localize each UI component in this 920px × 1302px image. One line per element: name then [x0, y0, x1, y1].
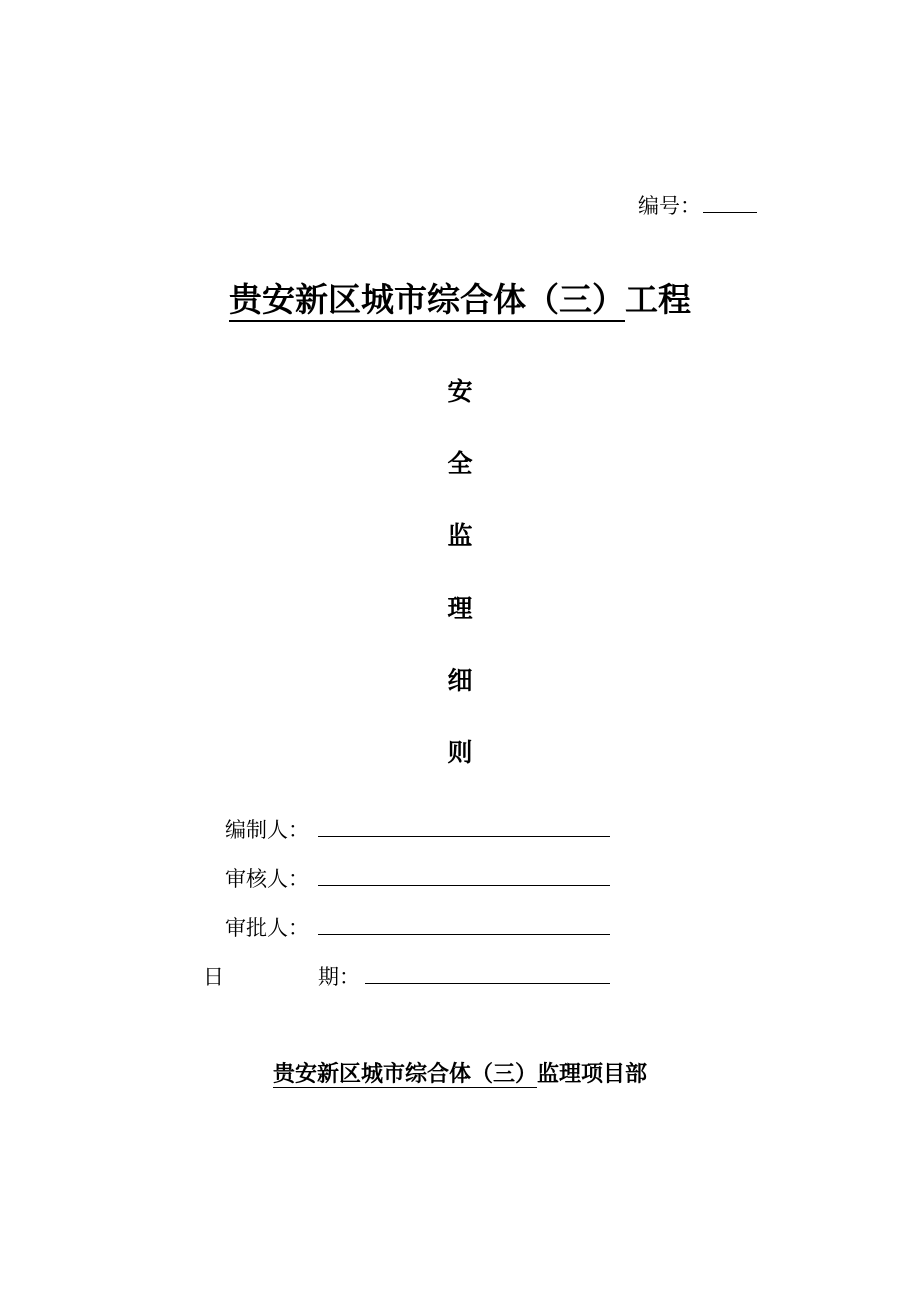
- reviewer-label: 审核人：: [225, 867, 309, 891]
- date-field[interactable]: [365, 983, 610, 984]
- document-number-blank[interactable]: [703, 194, 757, 213]
- document-number: [638, 190, 757, 220]
- vertical-title-char: 监: [447, 521, 473, 550]
- footer-organization: [0, 1057, 920, 1088]
- footer-project: 贵安新区城市综合体（三）: [272, 1061, 537, 1087]
- document-title: [0, 274, 920, 321]
- document-number-label: 编号：: [638, 194, 701, 218]
- approver-field[interactable]: [318, 934, 610, 935]
- vertical-title-char: 则: [447, 738, 473, 767]
- reviewer-field[interactable]: [318, 885, 610, 886]
- date-label-left: 日: [203, 965, 224, 989]
- editor-field[interactable]: [318, 836, 610, 837]
- vertical-title-char: 安: [447, 377, 473, 406]
- footer-suffix: 监理项目部: [537, 1061, 648, 1087]
- date-label-right: 期：: [318, 965, 360, 989]
- document-title-suffix: 工程: [625, 280, 691, 319]
- vertical-title-char: 理: [447, 594, 473, 623]
- approver-label: 审批人：: [225, 916, 309, 940]
- editor-label: 编制人：: [225, 818, 309, 842]
- document-title-project: 贵安新区城市综合体（三）: [229, 280, 625, 322]
- vertical-title-char: 细: [447, 666, 473, 695]
- vertical-title-char: 全: [447, 449, 473, 478]
